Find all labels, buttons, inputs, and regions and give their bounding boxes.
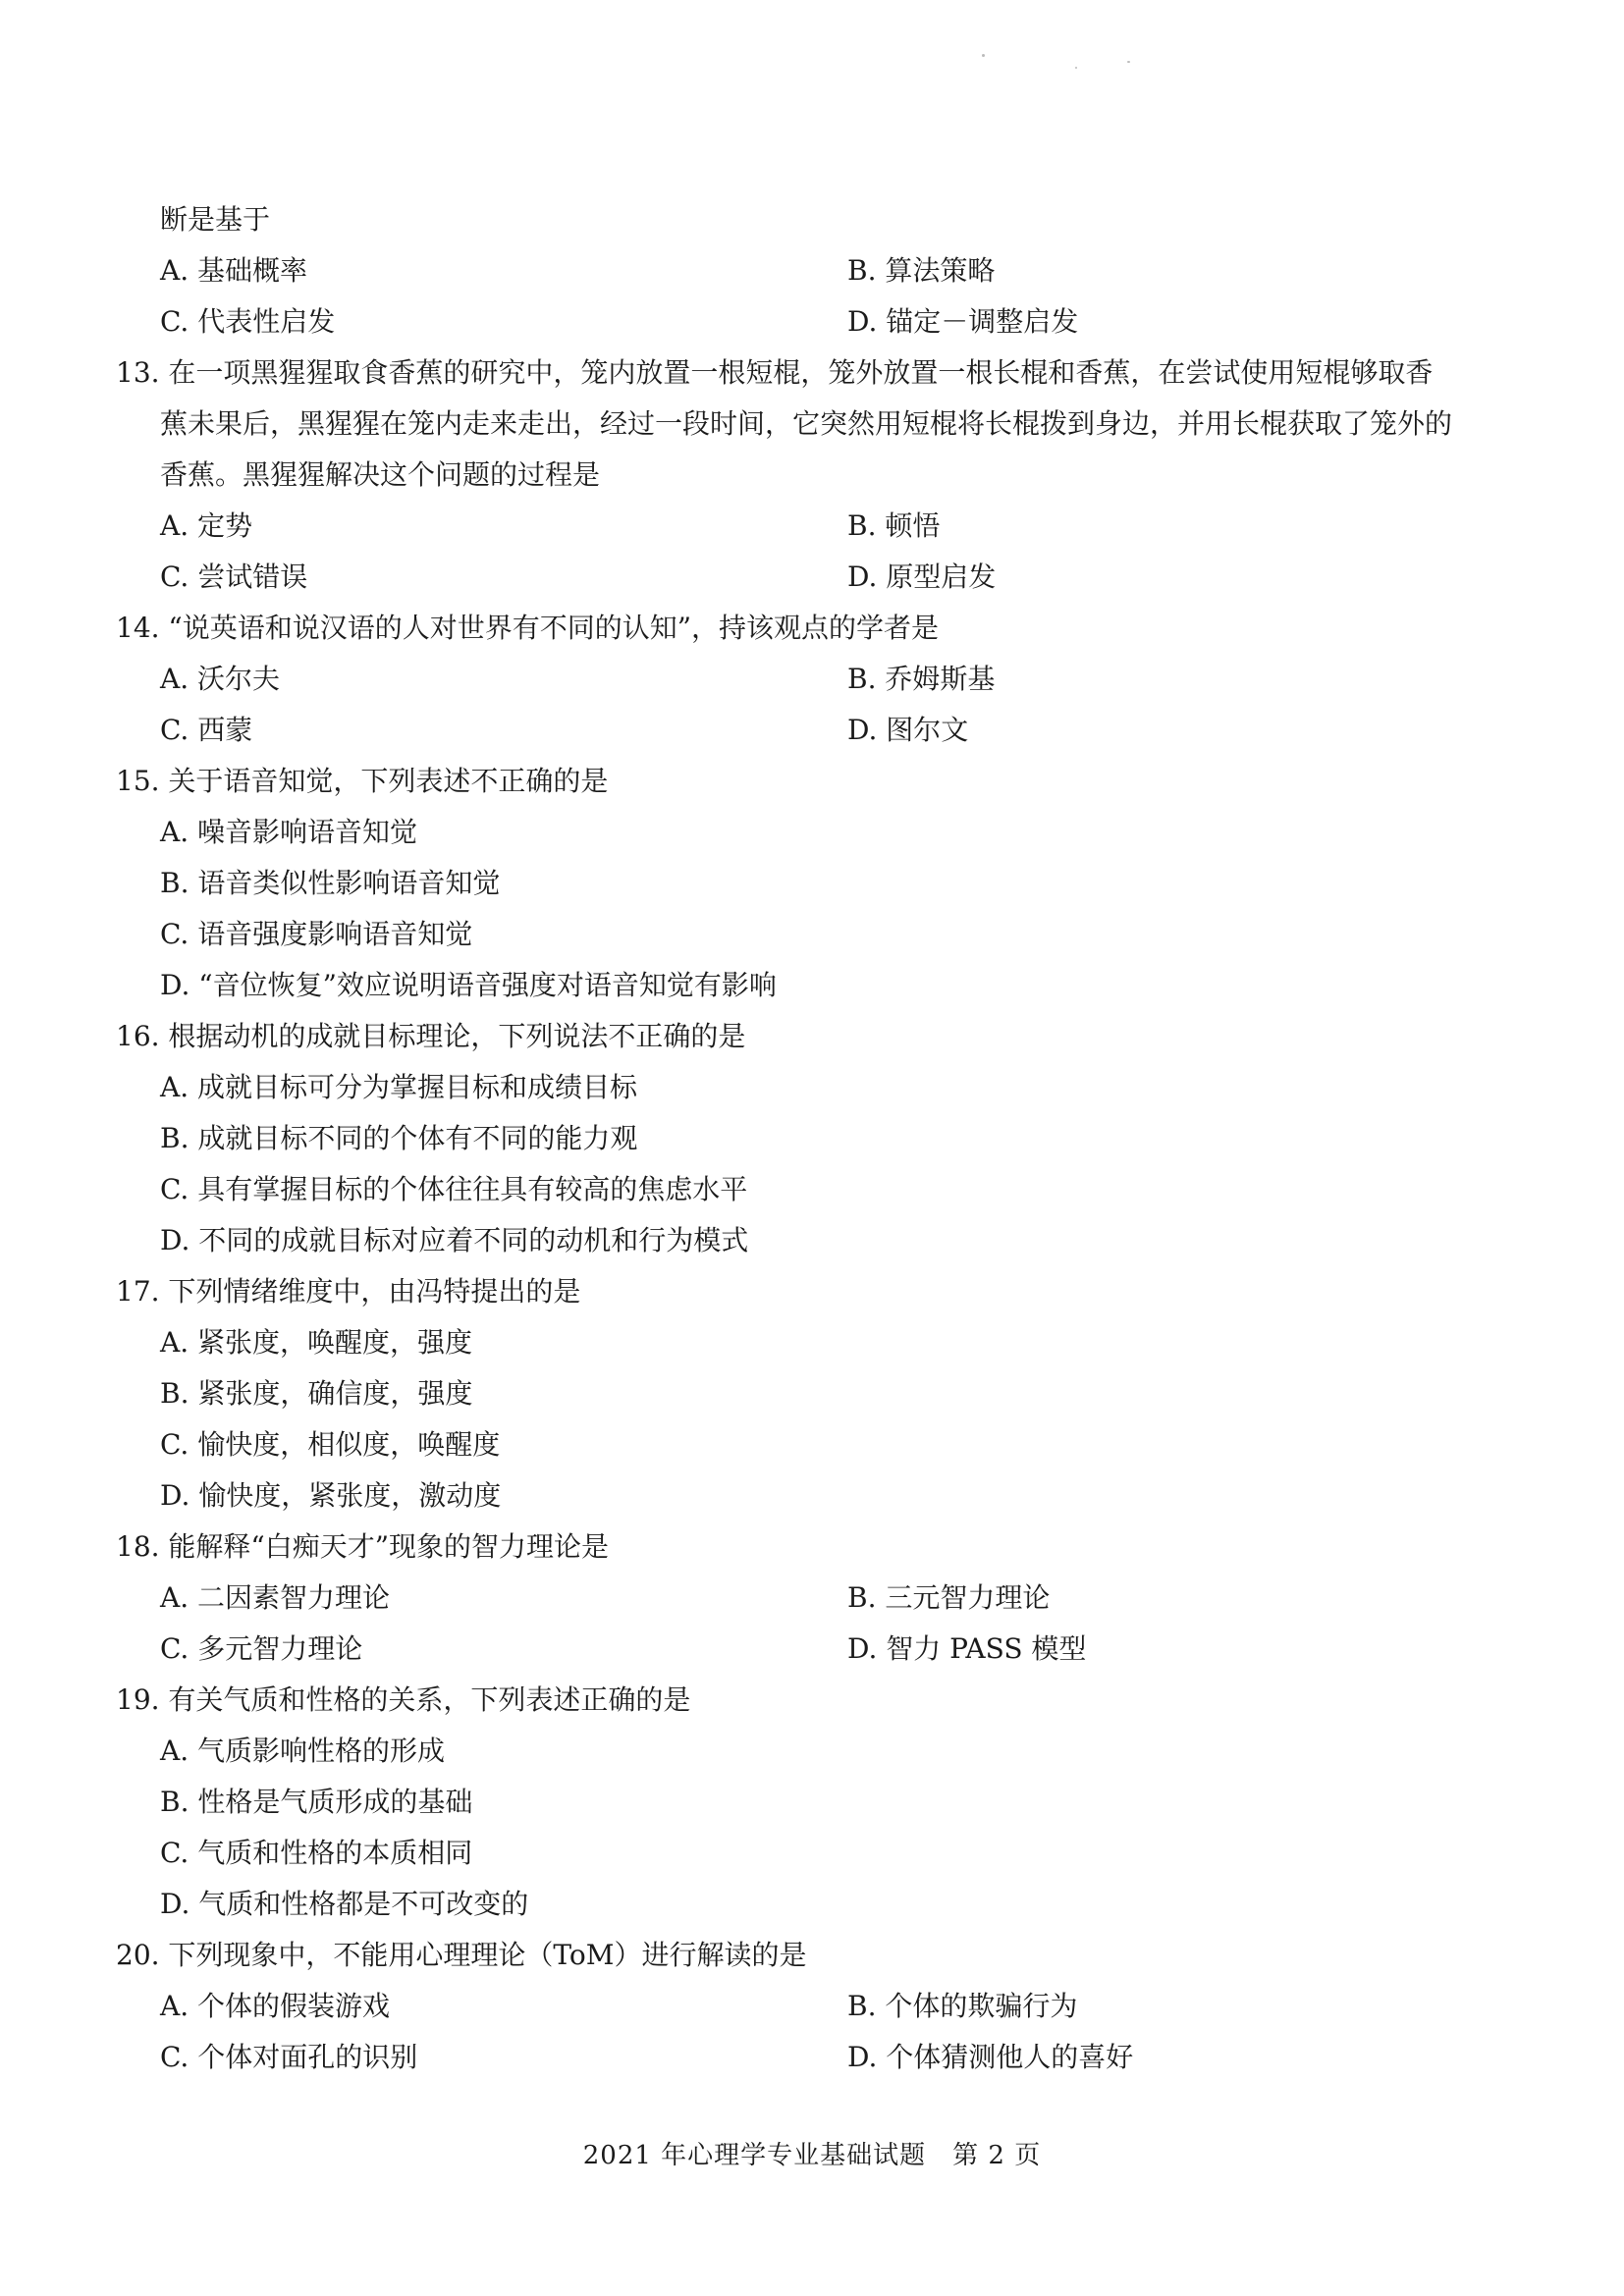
q20-option-c: C. 个体对面孔的识别 (160, 2041, 418, 2073)
page-footer: 2021 年心理学专业基础试题 第 2 页 (582, 2141, 1042, 2170)
q14-option-b: B. 乔姆斯基 (847, 663, 996, 695)
q13-stem-line: 13. 在一项黑猩猩取食香蕉的研究中，笼内放置一根短棍，笼外放置一根长棍和香蕉，在尝试使用短棍够取香 (116, 356, 1434, 389)
question-12-stem-tail: 断是基于 (160, 203, 271, 236)
q16-option-c: C. 具有掌握目标的个体往往具有较高的焦虑水平 (160, 1173, 748, 1205)
q13-stem-line: 香蕉。黑猩猩解决这个问题的过程是 (160, 458, 601, 491)
q20-options-row (116, 2032, 1510, 2083)
option-12-d: D. 锚定－调整启发 (847, 305, 1079, 338)
scan-speck (982, 54, 985, 57)
q13-option-d: D. 原型启发 (847, 561, 997, 593)
q14-stem-line: 14. “说英语和说汉语的人对世界有不同的认知”，持该观点的学者是 (116, 612, 940, 644)
option-12-a: A. 基础概率 (160, 254, 308, 287)
q20-option-a: A. 个体的假装游戏 (160, 1990, 391, 2022)
q18-option-a: A. 二因素智力理论 (160, 1581, 391, 1614)
q17-stem-line: 17. 下列情绪维度中，由冯特提出的是 (116, 1275, 581, 1308)
q13-options-row (116, 501, 1510, 552)
q14-options-row (116, 654, 1510, 705)
question-12-options-row-2 (116, 296, 1510, 347)
question-list (116, 194, 1510, 2083)
q16-option-d: D. 不同的成就目标对应着不同的动机和行为模式 (160, 1224, 749, 1256)
scan-speck (1075, 67, 1077, 69)
q15-option-a: A. 噪音影响语音知觉 (160, 816, 418, 848)
q15-option-d: D. “音位恢复”效应说明语音强度对语音知觉有影响 (160, 969, 777, 1001)
q20-stem-line: 20. 下列现象中，不能用心理理论（ToM）进行解读的是 (116, 1939, 807, 1971)
q14-option-c: C. 西蒙 (160, 714, 253, 746)
q13-option-a: A. 定势 (160, 509, 253, 542)
scan-speck (1127, 61, 1130, 63)
q19-stem-line: 19. 有关气质和性格的关系，下列表述正确的是 (116, 1683, 691, 1716)
option-12-b: B. 算法策略 (847, 254, 996, 287)
q13-options-row (116, 552, 1510, 603)
q15-option-b: B. 语音类似性影响语音知觉 (160, 867, 501, 899)
q15-option-c: C. 语音强度影响语音知觉 (160, 918, 473, 950)
q19-option-d: D. 气质和性格都是不可改变的 (160, 1888, 529, 1920)
q20-option-b: B. 个体的欺骗行为 (847, 1990, 1078, 2022)
q20-option-d: D. 个体猜测他人的喜好 (847, 2041, 1134, 2073)
q17-option-d: D. 愉快度，紧张度，激动度 (160, 1479, 502, 1512)
q19-option-a: A. 气质影响性格的形成 (160, 1735, 446, 1767)
q18-option-b: B. 三元智力理论 (847, 1581, 1051, 1614)
q18-options-row (116, 1624, 1510, 1675)
q15-stem-line: 15. 关于语音知觉，下列表述不正确的是 (116, 765, 609, 797)
q14-options-row (116, 705, 1510, 756)
q17-option-a: A. 紧张度，唤醒度，强度 (160, 1326, 473, 1359)
question-12-options-row-1 (116, 245, 1510, 296)
q18-options-row (116, 1573, 1510, 1624)
q14-option-d: D. 图尔文 (847, 714, 969, 746)
q16-option-a: A. 成就目标可分为掌握目标和成绩目标 (160, 1071, 638, 1103)
q17-option-c: C. 愉快度，相似度，唤醒度 (160, 1428, 501, 1461)
q18-option-d: D. 智力 PASS 模型 (847, 1632, 1087, 1665)
option-12-c: C. 代表性启发 (160, 305, 336, 338)
q19-option-c: C. 气质和性格的本质相同 (160, 1837, 473, 1869)
q16-option-b: B. 成就目标不同的个体有不同的能力观 (160, 1122, 638, 1154)
q18-stem-line: 18. 能解释“白痴天才”现象的智力理论是 (116, 1530, 610, 1563)
q16-stem-line: 16. 根据动机的成就目标理论，下列说法不正确的是 (116, 1020, 746, 1052)
q13-stem-line: 蕉未果后，黑猩猩在笼内走来走出，经过一段时间，它突然用短棍将长棍拨到身边，并用长棍获取了笼外的 (160, 407, 1453, 440)
q17-option-b: B. 紧张度，确信度，强度 (160, 1377, 473, 1410)
q14-option-a: A. 沃尔夫 (160, 663, 281, 695)
q19-option-b: B. 性格是气质形成的基础 (160, 1786, 473, 1818)
q18-option-c: C. 多元智力理论 (160, 1632, 363, 1665)
q13-option-c: C. 尝试错误 (160, 561, 308, 593)
q20-options-row (116, 1981, 1510, 2032)
q13-option-b: B. 顿悟 (847, 509, 941, 542)
